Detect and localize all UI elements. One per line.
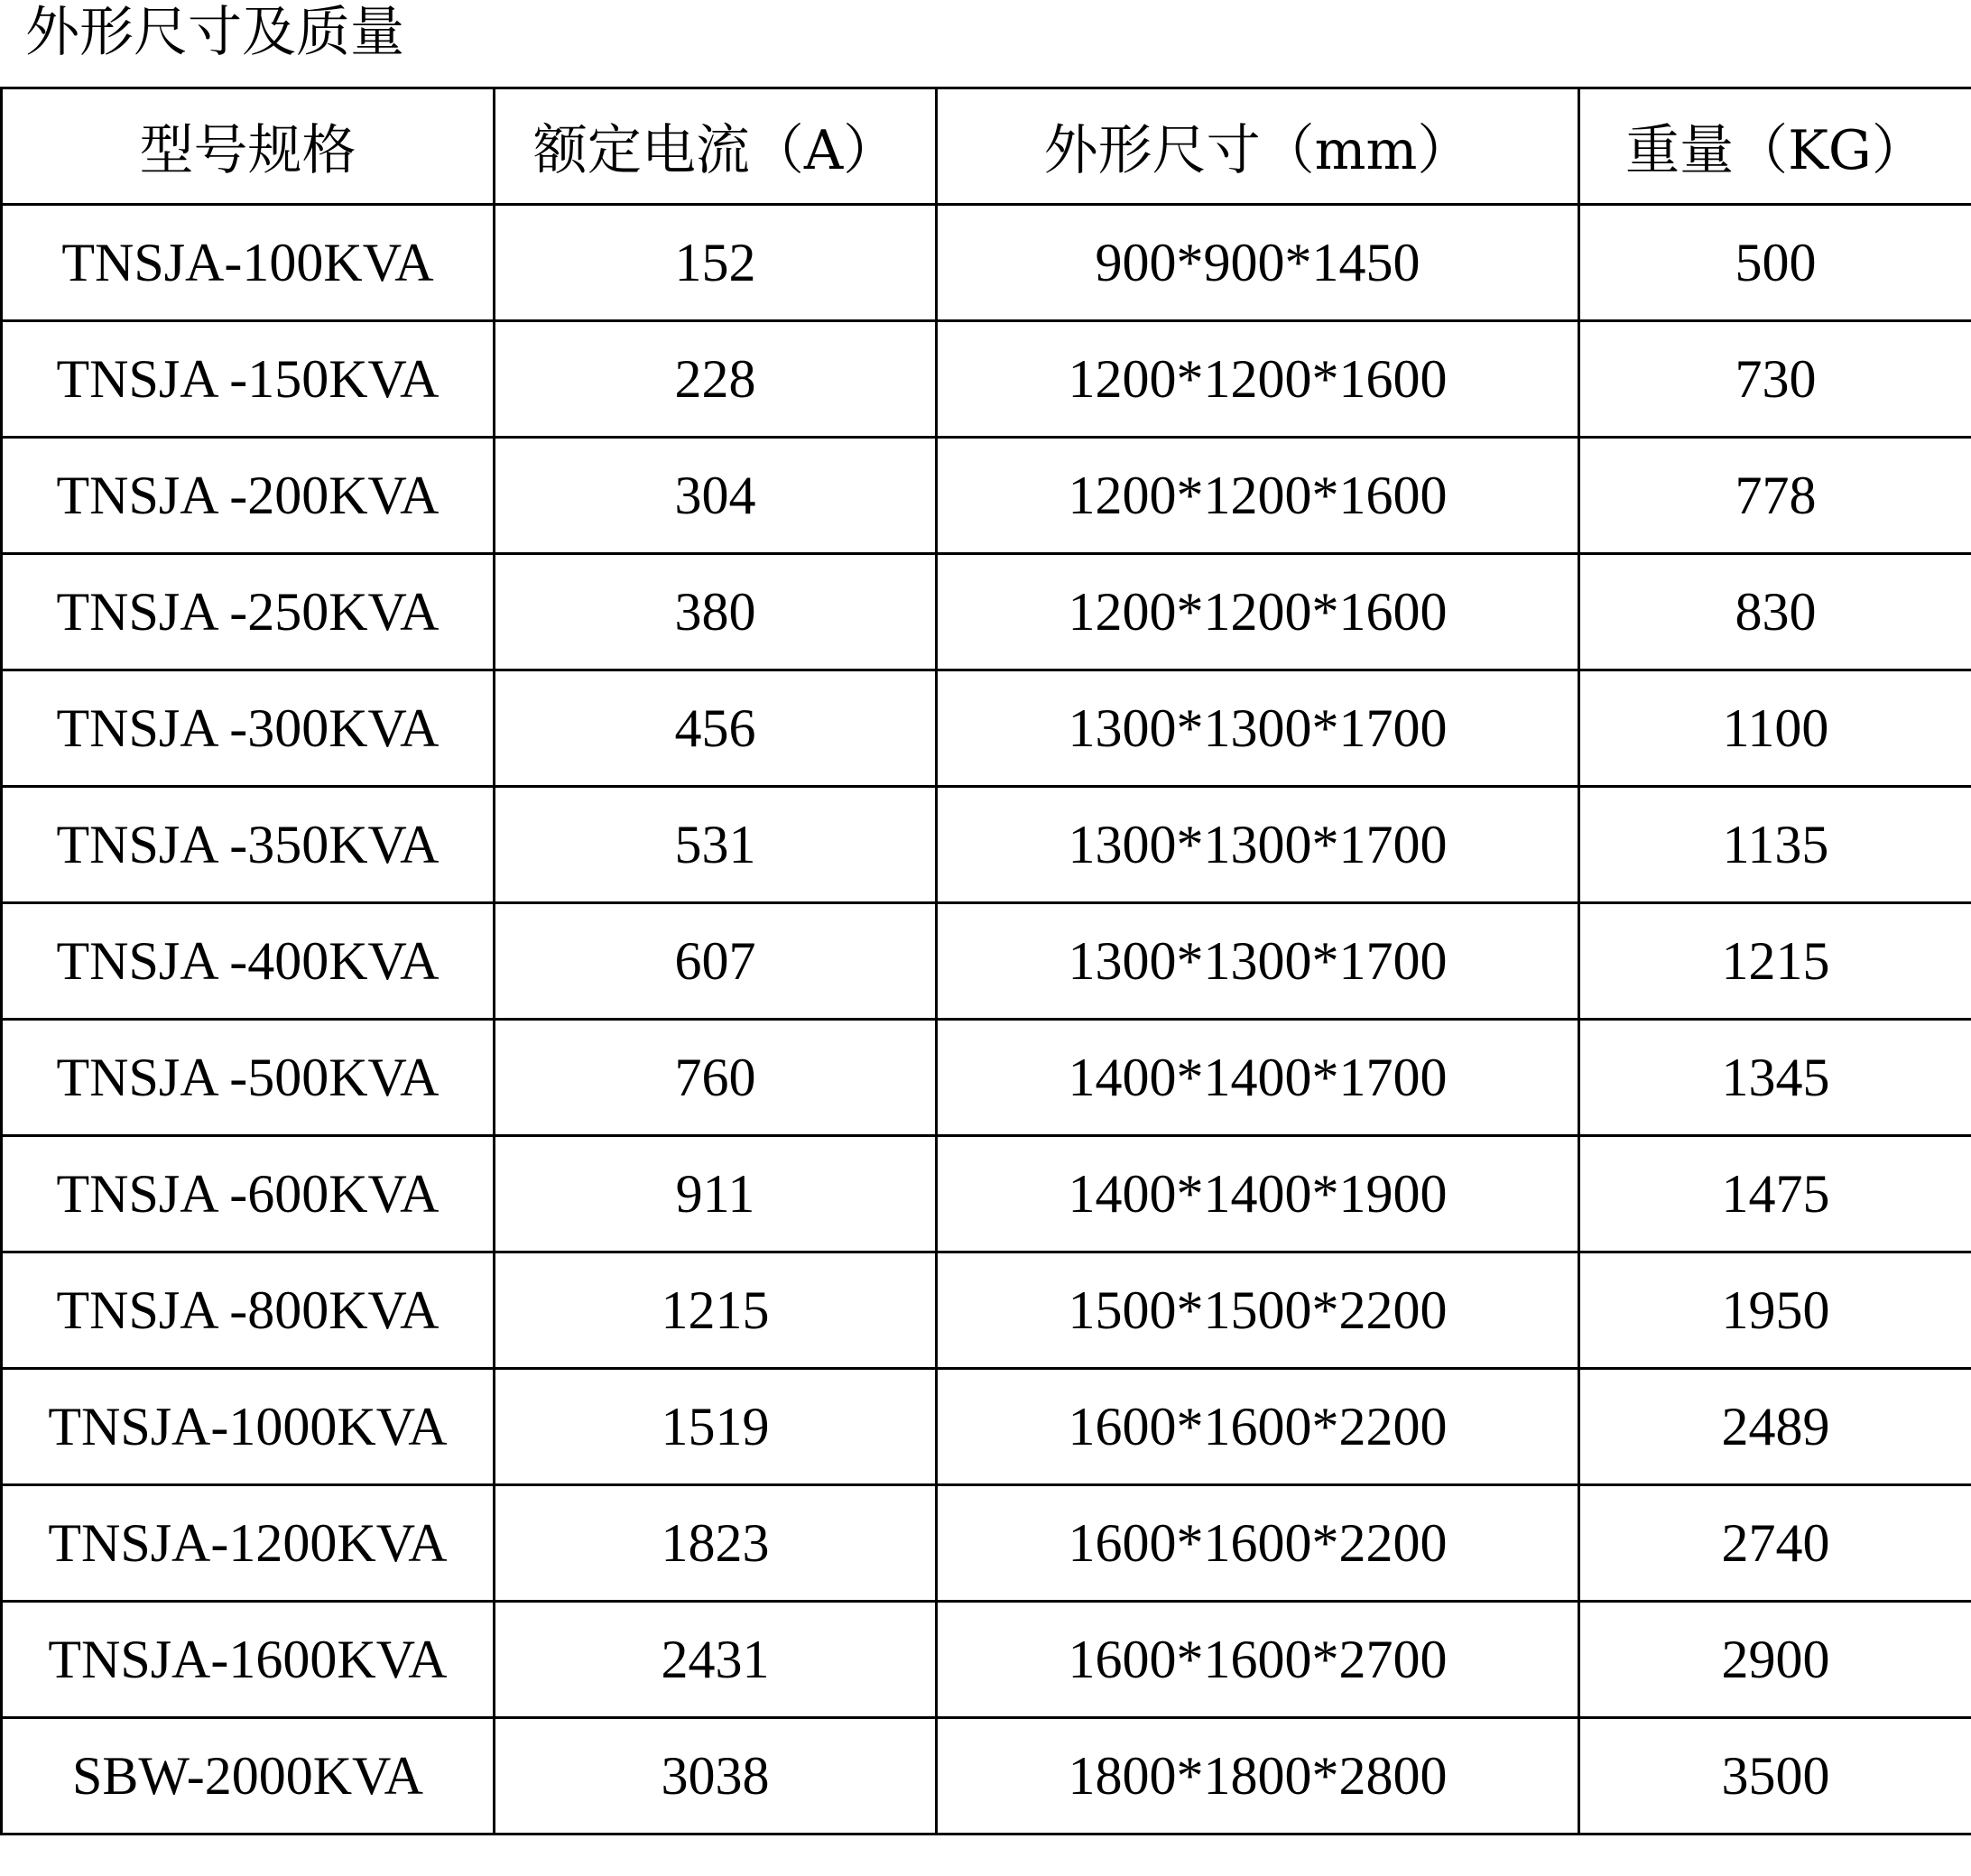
cell-model: TNSJA-100KVA — [2, 205, 495, 321]
cell-weight: 830 — [1579, 554, 1971, 670]
header-dimensions: 外形尺寸（mm） — [937, 88, 1579, 205]
cell-dimensions: 1300*1300*1700 — [937, 903, 1579, 1020]
cell-model: TNSJA -350KVA — [2, 787, 495, 903]
cell-rated-current: 1215 — [495, 1252, 937, 1369]
cell-dimensions: 1300*1300*1700 — [937, 787, 1579, 903]
cell-weight: 1950 — [1579, 1252, 1971, 1369]
cell-rated-current: 152 — [495, 205, 937, 321]
cell-weight: 2900 — [1579, 1602, 1971, 1718]
table-row — [2, 1602, 1971, 1718]
header-rated-current: 额定电流（A） — [495, 88, 937, 205]
table-row — [2, 321, 1971, 438]
table-body — [2, 205, 1971, 1834]
cell-dimensions: 1200*1200*1600 — [937, 554, 1579, 670]
header-weight: 重量（KG） — [1579, 88, 1971, 205]
cell-rated-current: 607 — [495, 903, 937, 1020]
cell-weight: 1215 — [1579, 903, 1971, 1020]
table-row — [2, 1020, 1971, 1136]
cell-rated-current: 304 — [495, 438, 937, 554]
table-row — [2, 1252, 1971, 1369]
cell-rated-current: 228 — [495, 321, 937, 438]
cell-model: TNSJA -150KVA — [2, 321, 495, 438]
cell-dimensions: 1300*1300*1700 — [937, 670, 1579, 787]
cell-weight: 1345 — [1579, 1020, 1971, 1136]
cell-weight: 1100 — [1579, 670, 1971, 787]
header-model: 型号规格 — [2, 88, 495, 205]
spec-table — [0, 87, 1971, 1835]
table-row — [2, 1369, 1971, 1485]
cell-model: TNSJA -800KVA — [2, 1252, 495, 1369]
cell-rated-current: 1519 — [495, 1369, 937, 1485]
cell-weight: 500 — [1579, 205, 1971, 321]
cell-model: TNSJA -200KVA — [2, 438, 495, 554]
cell-weight: 1135 — [1579, 787, 1971, 903]
page-title: 外形尺寸及质量 — [25, 1, 404, 64]
cell-dimensions: 1200*1200*1600 — [937, 321, 1579, 438]
table-row — [2, 1718, 1971, 1834]
cell-model: TNSJA -400KVA — [2, 903, 495, 1020]
cell-weight: 778 — [1579, 438, 1971, 554]
cell-rated-current: 380 — [495, 554, 937, 670]
cell-model: TNSJA-1600KVA — [2, 1602, 495, 1718]
cell-dimensions: 1800*1800*2800 — [937, 1718, 1579, 1834]
cell-dimensions: 1400*1400*1900 — [937, 1136, 1579, 1252]
table-row — [2, 670, 1971, 787]
table-row — [2, 787, 1971, 903]
cell-rated-current: 760 — [495, 1020, 937, 1136]
table-row — [2, 438, 1971, 554]
cell-model: SBW-2000KVA — [2, 1718, 495, 1834]
cell-rated-current: 911 — [495, 1136, 937, 1252]
cell-weight: 1475 — [1579, 1136, 1971, 1252]
cell-rated-current: 1823 — [495, 1485, 937, 1602]
table-header-row — [2, 88, 1971, 205]
cell-weight: 730 — [1579, 321, 1971, 438]
cell-dimensions: 1500*1500*2200 — [937, 1252, 1579, 1369]
table-row — [2, 205, 1971, 321]
cell-model: TNSJA -600KVA — [2, 1136, 495, 1252]
table-row — [2, 903, 1971, 1020]
cell-weight: 2489 — [1579, 1369, 1971, 1485]
cell-dimensions: 1200*1200*1600 — [937, 438, 1579, 554]
cell-weight: 2740 — [1579, 1485, 1971, 1602]
cell-model: TNSJA -250KVA — [2, 554, 495, 670]
table-row — [2, 1136, 1971, 1252]
cell-model: TNSJA-1000KVA — [2, 1369, 495, 1485]
cell-model: TNSJA -300KVA — [2, 670, 495, 787]
cell-dimensions: 900*900*1450 — [937, 205, 1579, 321]
cell-weight: 3500 — [1579, 1718, 1971, 1834]
cell-rated-current: 2431 — [495, 1602, 937, 1718]
cell-model: TNSJA-1200KVA — [2, 1485, 495, 1602]
cell-rated-current: 3038 — [495, 1718, 937, 1834]
cell-dimensions: 1600*1600*2200 — [937, 1369, 1579, 1485]
cell-dimensions: 1400*1400*1700 — [937, 1020, 1579, 1136]
table-row — [2, 554, 1971, 670]
cell-rated-current: 531 — [495, 787, 937, 903]
cell-rated-current: 456 — [495, 670, 937, 787]
table-row — [2, 1485, 1971, 1602]
cell-dimensions: 1600*1600*2200 — [937, 1485, 1579, 1602]
cell-model: TNSJA -500KVA — [2, 1020, 495, 1136]
cell-dimensions: 1600*1600*2700 — [937, 1602, 1579, 1718]
